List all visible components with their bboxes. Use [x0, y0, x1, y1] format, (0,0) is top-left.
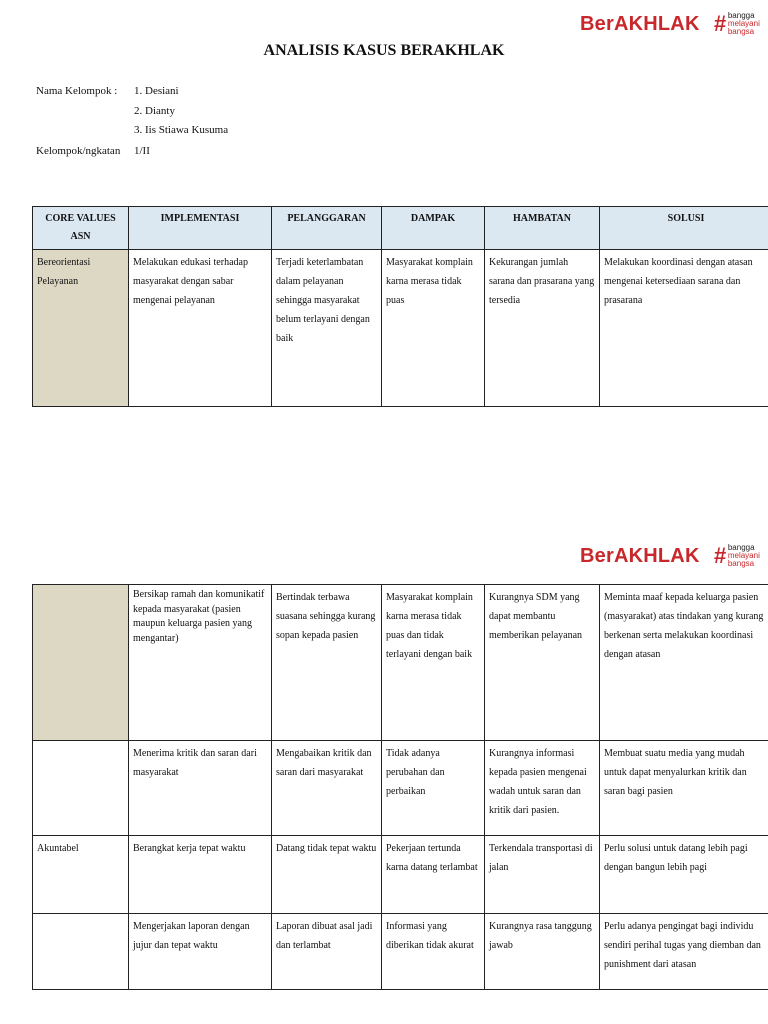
impact-cell: Pekerjaan tertunda karna datang terlambat: [382, 836, 485, 914]
obstacle-cell: Terkendala transportasi di jalan: [485, 836, 600, 914]
group-member: 2. Dianty: [134, 105, 175, 117]
impact-cell: Masyarakat komplain karna merasa tidak puas: [382, 250, 485, 407]
berakhlak-logo: [580, 12, 760, 36]
solution-cell: Meminta maaf kepada keluarga pasien (masyarakat) atas tindakan yang kurang berkenan serta melakukan koordinasi dengan atasan: [600, 585, 768, 741]
obstacle-cell: Kekurangan jumlah sarana dan prasarana yang tersedia: [485, 250, 600, 407]
implementation-cell: Melakukan edukasi terhadap masyarakat dengan sabar mengenai pelayanan: [129, 250, 272, 407]
tagline-line: bangga: [727, 543, 755, 552]
core-value-cell: [33, 585, 129, 741]
group-member: 1. Desiani: [134, 85, 179, 97]
logo-wordmark: BerAKHLAK: [580, 544, 700, 567]
solution-cell: Perlu solusi untuk datang lebih pagi dengan bangun lebih pagi: [600, 836, 768, 914]
group-class-label: Kelompok/ngkatan: [36, 145, 121, 157]
solution-cell: Membuat suatu media yang mudah untuk dapat menyalurkan kritik dan saran bagi pasien: [600, 741, 768, 836]
obstacle-cell: Kurangnya informasi kepada pasien mengenai wadah untuk saran dan kritik dari pasien.: [485, 741, 600, 836]
analysis-table-page-2: [32, 584, 768, 990]
group-class-value: 1/II: [134, 145, 150, 157]
violation-cell: Laporan dibuat asal jadi dan terlambat: [272, 914, 382, 990]
violation-cell: Datang tidak tepat waktu: [272, 836, 382, 914]
logo-hash-icon: #: [713, 11, 726, 36]
core-value-cell: Bereorientasi Pelayanan: [33, 250, 129, 407]
implementation-cell: Berangkat kerja tepat waktu: [129, 836, 272, 914]
analysis-table-page-1: [32, 206, 768, 407]
violation-cell: Mengabaikan kritik dan saran dari masyarakat: [272, 741, 382, 836]
column-header: HAMBATAN: [485, 207, 600, 250]
table-row: [33, 836, 768, 914]
implementation-cell: Bersikap ramah dan komunikatif kepada masyarakat (pasien maupun keluarga pasien yang mengantar): [129, 585, 272, 741]
column-header: CORE VALUES ASN: [33, 207, 129, 250]
berakhlak-logo: [580, 544, 760, 568]
tagline-line: bangsa: [727, 559, 755, 568]
table-row: [33, 585, 768, 741]
core-value-cell: [33, 914, 129, 990]
group-member: 3. Iis Stiawa Kusuma: [134, 124, 229, 136]
obstacle-cell: Kurangnya SDM yang dapat membantu memberikan pelayanan: [485, 585, 600, 741]
document-title: ANALISIS KASUS BERAKHLAK: [263, 42, 505, 59]
violation-cell: Bertindak terbawa suasana sehingga kurang sopan kepada pasien: [272, 585, 382, 741]
core-value-cell: [33, 741, 129, 836]
logo-wordmark: BerAKHLAK: [580, 12, 700, 35]
impact-cell: Informasi yang diberikan tidak akurat: [382, 914, 485, 990]
tagline-line: bangsa: [727, 27, 755, 36]
column-header: IMPLEMENTASI: [129, 207, 272, 250]
impact-cell: Masyarakat komplain karna merasa tidak puas dan tidak terlayani dengan baik: [382, 585, 485, 741]
logo-tagline: [728, 544, 760, 568]
table-header-row: [33, 207, 768, 250]
implementation-cell: Menerima kritik dan saran dari masyarakat: [129, 741, 272, 836]
document-page-2: [0, 480, 768, 1024]
table-row: [33, 741, 768, 836]
obstacle-cell: Kurangnya rasa tanggung jawab: [485, 914, 600, 990]
column-header: PELANGGARAN: [272, 207, 382, 250]
table-row: [33, 914, 768, 990]
tagline-line: melayani: [727, 551, 760, 560]
tagline-line: melayani: [727, 19, 760, 28]
logo-hash-icon: #: [713, 543, 726, 568]
group-name-label: Nama Kelompok :: [36, 85, 118, 97]
violation-cell: Terjadi keterlambatan dalam pelayanan sehingga masyarakat belum terlayani dengan baik: [272, 250, 382, 407]
implementation-cell: Mengerjakan laporan dengan jujur dan tepat waktu: [129, 914, 272, 990]
tagline-line: bangga: [727, 11, 755, 20]
solution-cell: Perlu adanya pengingat bagi individu sendiri perihal tugas yang diemban dan punishment dari atasan: [600, 914, 768, 990]
solution-cell: Melakukan koordinasi dengan atasan mengenai ketersediaan sarana dan prasarana: [600, 250, 768, 407]
column-header: DAMPAK: [382, 207, 485, 250]
impact-cell: Tidak adanya perubahan dan perbaikan: [382, 741, 485, 836]
table-row: [33, 250, 768, 407]
document-page-1: [0, 0, 768, 480]
core-value-cell: Akuntabel: [33, 836, 129, 914]
column-header: SOLUSI: [600, 207, 768, 250]
logo-tagline: [728, 12, 760, 36]
